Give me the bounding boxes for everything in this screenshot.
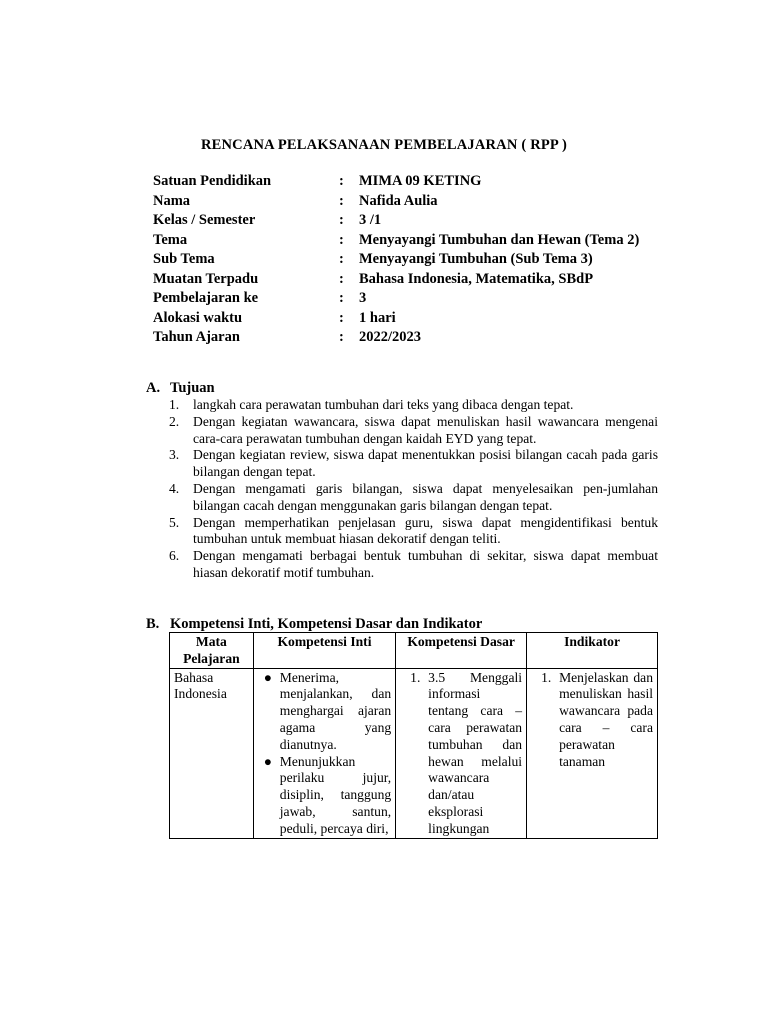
numbered-item (400, 670, 522, 838)
identity-label: Nama (153, 192, 191, 209)
item-number: 1. (169, 397, 180, 412)
identity-row (153, 289, 657, 309)
list-item (169, 548, 658, 582)
identity-label: Muatan Terpadu (153, 270, 259, 287)
bullet-text: Menerima, menjalankan, dan menghargai ajaran agama yang dianutnya. (279, 669, 392, 752)
bullet-item (258, 754, 391, 838)
bullet-icon: ● (263, 669, 272, 685)
identity-label: Alokasi waktu (153, 309, 243, 326)
identity-colon: : (339, 290, 344, 306)
identity-row (153, 192, 657, 212)
cell-basic-competency (396, 668, 527, 838)
item-text: Dengan mengamati berbagai bentuk tumbuhan di sekitar, siswa dapat membuat hiasan dekoratif motif tumbuhan. (193, 548, 658, 580)
identity-value: 1 hari (359, 309, 396, 326)
identity-row (153, 270, 657, 290)
section-letter: A. (146, 380, 161, 396)
section-heading (146, 380, 658, 397)
identity-value: Bahasa Indonesia, Matematika, SBdP (359, 270, 594, 287)
document-title: RENCANA PELAKSANAAN PEMBELAJARAN ( RPP ) (200, 137, 568, 153)
identity-colon: : (339, 231, 344, 248)
item-number: 6. (169, 548, 180, 564)
identity-label: Tema (153, 231, 188, 248)
identity-row (153, 231, 657, 251)
item-number: 2. (169, 413, 180, 429)
item-number: 1. (541, 669, 552, 685)
identity-row (153, 211, 657, 231)
list-item (169, 447, 658, 481)
cell-core-competency (253, 668, 395, 838)
competency-table (169, 632, 658, 839)
identity-colon: : (339, 173, 344, 189)
identity-colon: : (339, 309, 344, 326)
item-text: 3.5 Menggali informasi tentang cara – cara perawatan tumbuhan dan hewan melalui wawancara dan/atau eksplorasi lingkungan (428, 669, 523, 836)
identity-value: Nafida Aulia (359, 192, 438, 209)
section-title: Kompetensi Inti, Kompetensi Dasar dan Indikator (170, 616, 483, 632)
identity-colon: : (339, 212, 344, 228)
identity-value: 3 (359, 290, 367, 306)
header-cell-core-competency: Kompetensi Inti (253, 633, 395, 669)
list-item (169, 414, 658, 448)
identity-label: Kelas / Semester (153, 212, 256, 228)
item-text: Dengan mengamati garis bilangan, siswa dapat menyelesaikan pen-jumlahan bilangan cacah dengan menggunakan garis bilangan dengan tepat. (193, 480, 658, 513)
identity-label: Sub Tema (153, 251, 215, 267)
item-text: Menjelaskan dan menuliskan hasil wawancara pada cara – cara perawatan tanaman (559, 669, 653, 769)
item-text: Dengan kegiatan review, siswa dapat menentukkan posisi bilangan cacah pada garis bilangan dengan tepat. (193, 447, 658, 480)
cell-subject: Bahasa Indonesia (170, 668, 254, 838)
item-text: Dengan memperhatikan penjelasan guru, siswa dapat mengidentifikasi bentuk tumbuhan untuk membuat hiasan dekoratif dengan teliti. (193, 514, 658, 547)
identity-value: Menyayangi Tumbuhan dan Hewan (Tema 2) (359, 231, 640, 248)
item-number: 3. (169, 447, 180, 463)
list-item (169, 515, 658, 549)
bullet-text: Menunjukkan perilaku jujur, disiplin, tanggung jawab, santun, peduli, percaya diri, (279, 753, 392, 836)
identity-colon: : (339, 329, 344, 345)
item-number: 1. (410, 669, 421, 685)
section-title: Tujuan (170, 380, 215, 396)
item-number: 4. (169, 480, 180, 496)
list-item (169, 397, 658, 414)
identity-colon: : (339, 192, 344, 209)
identity-row (153, 328, 657, 348)
numbered-item (531, 670, 653, 771)
section-kompetensi (146, 616, 658, 633)
item-text: Dengan kegiatan wawancara, siswa dapat menuliskan hasil wawancara mengenai cara-cara perawatan tumbuhan dengan kaidah EYD yang tepat. (193, 413, 658, 446)
table-row (170, 668, 658, 838)
goal-list (169, 397, 658, 582)
section-tujuan (146, 380, 658, 582)
identity-value: 3 /1 (359, 212, 382, 228)
item-number: 5. (169, 514, 180, 530)
header-cell-subject: Mata Pelajaran (170, 633, 254, 669)
identity-colon: : (339, 251, 344, 267)
identity-row (153, 172, 657, 192)
header-cell-basic-competency: Kompetensi Dasar (396, 633, 527, 669)
identity-row (153, 309, 657, 329)
list-item (169, 481, 658, 515)
table-header-row (170, 633, 658, 669)
identity-row (153, 250, 657, 270)
bullet-item (258, 670, 391, 754)
item-text: langkah cara perawatan tumbuhan dari teks yang dibaca dengan tepat. (193, 397, 574, 412)
section-heading (146, 616, 658, 633)
identity-value: 2022/2023 (359, 329, 422, 345)
identity-label: Pembelajaran ke (153, 290, 259, 306)
identity-label: Tahun Ajaran (153, 329, 240, 345)
identity-label: Satuan Pendidikan (153, 173, 272, 189)
identity-value: Menyayangi Tumbuhan (Sub Tema 3) (359, 251, 593, 267)
bullet-icon: ● (263, 753, 272, 769)
section-letter: B. (146, 616, 160, 632)
identity-value: MIMA 09 KETING (359, 173, 482, 189)
identity-colon: : (339, 270, 344, 287)
cell-indicator (527, 668, 658, 838)
identity-block (153, 172, 657, 348)
header-cell-indicator: Indikator (527, 633, 658, 669)
